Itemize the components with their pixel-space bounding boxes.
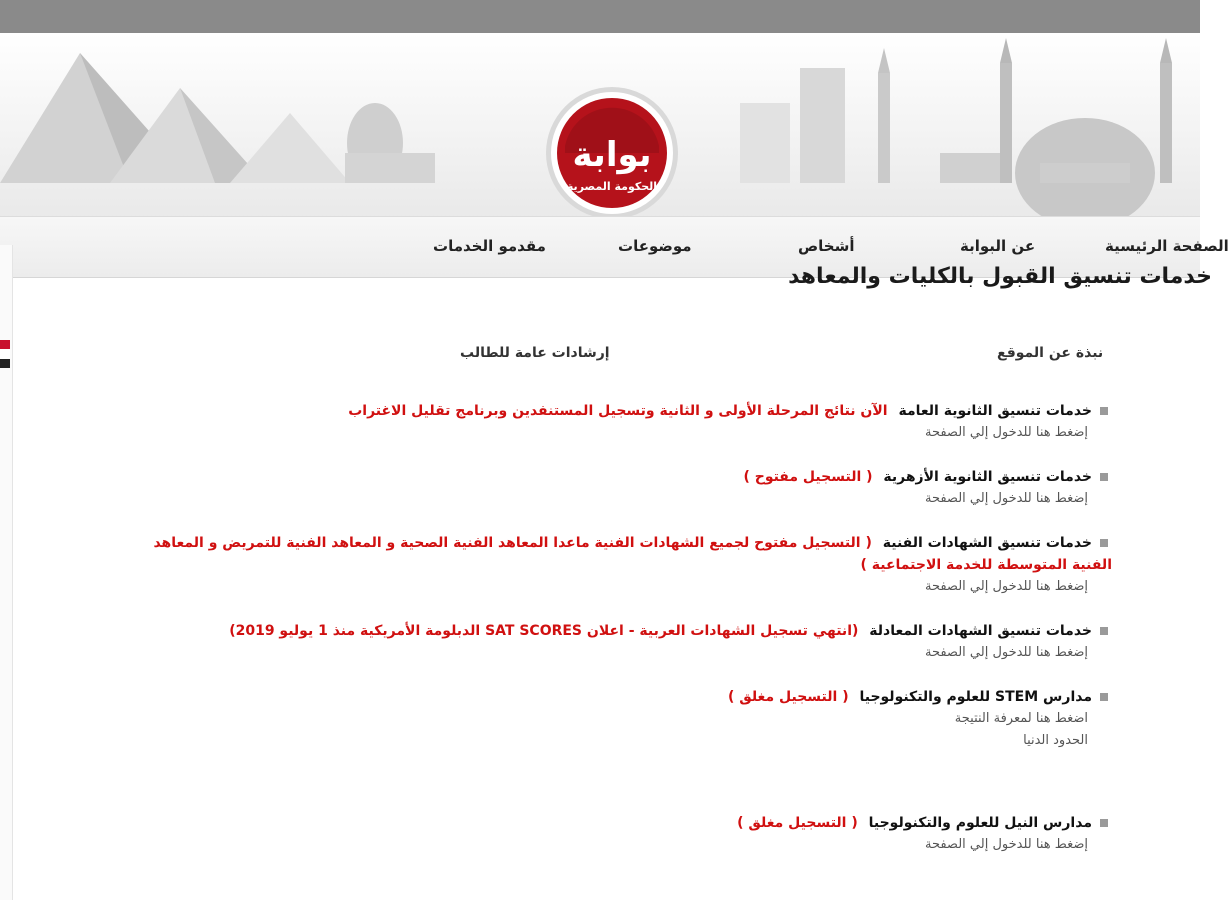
about-site-link[interactable]: نبذة عن الموقع [997,345,1104,361]
service-title[interactable]: مدارس STEM للعلوم والتكنولوجيا [859,689,1092,705]
service-page-link[interactable]: إضغط هنا للدخول إلي الصفحة [924,645,1088,660]
service-item [150,620,1112,664]
bullet-icon [1100,819,1108,827]
top-bar [0,0,1200,33]
portal-logo[interactable] [545,86,679,220]
service-item [150,400,1112,444]
service-item [150,466,1112,510]
service-status: (انتهي تسجيل الشهادات العربية - اعلان SAT SCORES الدبلومة الأمريكية منذ 1 يوليو 2019) [229,623,859,639]
bullet-icon [1100,627,1108,635]
flag-stripe-icon [0,340,10,368]
result-link[interactable]: اضغط هنا لمعرفة النتيجة [954,711,1088,726]
logo-text: بوابة [572,135,652,175]
service-page-link[interactable]: إضغط هنا للدخول إلي الصفحة [924,425,1088,440]
nav-item-people[interactable]: أشخاص [798,237,855,255]
nav-item-topics[interactable]: موضوعات [618,237,692,255]
service-status: ( التسجيل مفتوح ) [743,469,873,485]
minimum-scores-link[interactable]: الحدود الدنيا [1023,733,1088,748]
service-title[interactable]: خدمات تنسيق الشهادات المعادلة [869,623,1092,639]
service-status: ( التسجيل مغلق ) [727,689,849,705]
page-title: خدمات تنسيق القبول بالكليات والمعاهد [788,264,1212,289]
service-title[interactable]: خدمات تنسيق الشهادات الفنية [882,535,1092,551]
service-page-link[interactable]: إضغط هنا للدخول إلي الصفحة [924,837,1088,852]
nav-item-home[interactable]: الصفحة الرئيسية [1105,237,1229,255]
service-page-link[interactable]: إضغط هنا للدخول إلي الصفحة [924,579,1088,594]
bullet-icon [1100,693,1108,701]
nav-item-service-providers[interactable]: مقدمو الخدمات [433,237,546,255]
service-status: ( التسجيل مفتوح لجميع الشهادات الفنية ماعدا المعاهد الفنية الصحية و المعاهد الفنية للتمريض و المعاهد الفنية المتوسطة للخدمة الاجتماعية ) [153,535,1112,573]
service-item [150,532,1112,598]
student-instructions-link[interactable]: إرشادات عامة للطالب [460,345,610,361]
bullet-icon [1100,407,1108,415]
service-item [150,812,1112,856]
service-page-link[interactable]: إضغط هنا للدخول إلي الصفحة [924,491,1088,506]
services-list [150,400,1112,878]
service-item [150,686,1112,752]
bullet-icon [1100,473,1108,481]
nav-item-about-portal[interactable]: عن البوابة [960,237,1036,255]
header-banner [0,33,1229,255]
service-title[interactable]: مدارس النيل للعلوم والتكنولوجيا [868,815,1092,831]
service-status: ( التسجيل مغلق ) [737,815,858,831]
logo-subtext: الحكومة المصرية [566,180,658,193]
bullet-icon [1100,539,1108,547]
service-title[interactable]: خدمات تنسيق الثانوية الأزهرية [883,469,1092,485]
service-title[interactable]: خدمات تنسيق الثانوية العامة [898,403,1092,419]
service-status: الآن نتائج المرحلة الأولى و الثانية وتسجيل المستنفدين وبرنامج تقليل الاغتراب [348,403,888,419]
